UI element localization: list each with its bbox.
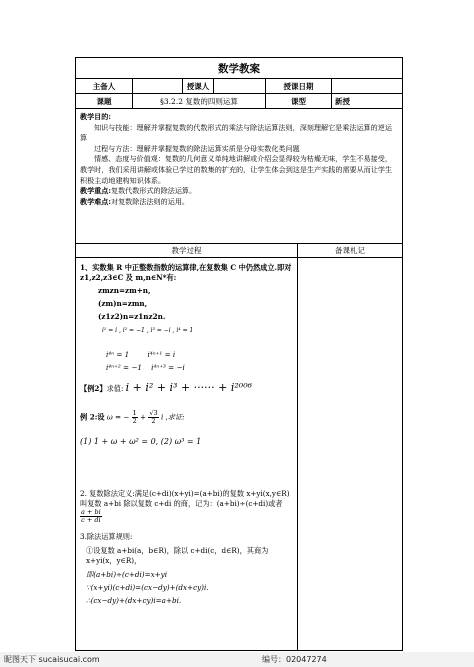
author-label: 主备人 [76,79,133,94]
date-label: 授课日期 [266,79,332,94]
rule-line-1: 即(a+bi)÷(c+di)=x+yi [86,570,168,579]
process-heading: 教学过程 [76,244,298,258]
objective-emotion: 情感、态度与价值观：复数的几何意义单纯地讲解或介绍会显得较为枯燥无味，学生不易接受，教学时，我们采用讲解或体验已学过的数集的扩充的，让学生体会到这是生产实践的需要从而让学生积极主动地建构知识体系。 [80,154,393,185]
omega-def: ω = − [106,412,130,422]
example2b-proof: (1) 1 + ω + ω² = 0, (2) ω³ = 1 [80,437,202,446]
teacher-label: 授课人 [183,79,214,94]
objectives-cell [76,109,403,244]
date-value [332,79,403,94]
topic-label: 课题 [76,94,133,109]
key-point: 教学重点:复数代数形式的除法运算。 [80,186,197,196]
doc-title: 数学教案 [76,58,403,79]
i4n-formula-b: i⁴ⁿ⁺¹ = i [147,350,176,359]
watermark-footer [0,652,474,667]
item2-text: 2. 复数除法定义:满足(c+di)(x+yi)=(a+bi)的复数 x+yi(x,y∈R)叫复数 a+bi 除以复数 c+di 的商，记为：(a+bi)÷(c+di)或者 [80,489,290,508]
example2-label: 【例2】 [80,384,107,393]
item3: 3.除法运算规则: [80,532,133,541]
law-3: (z1z2)n=z1nz2n. [98,312,166,321]
law-2: (zm)n=zmn, [98,299,148,308]
footer-id: 编号：02047274 [262,655,327,664]
i4n-formula-a: i⁴ⁿ = 1 [106,350,130,359]
notes-heading: 备课札记 [298,244,403,258]
lesson-plan-table [75,57,403,651]
example2b-label: 例 2:设 [80,412,105,422]
rule1: ①设复数 a+bi(a，b∈R)，除以 c+di(c，d∈R)，其商为 x+yi(x，y∈R)， [86,546,269,565]
fraction-sqrt3-half: $\frac{√3}{2}$ [149,409,158,425]
type-label: 课型 [266,94,332,109]
rule-line-2: ∵(x+yi)(c+di)=(cx−dy)+(dx+cy)i. [86,583,209,592]
example2 [80,383,293,394]
i4n-formula-d: i⁴ⁿ⁺³ = −i [151,363,185,372]
i4n-row2 [80,363,293,373]
process-body [76,258,298,651]
fraction-division: $\frac{a + bi}{c + di}$ [81,508,101,524]
notes-column [298,258,403,651]
i-powers: i¹ = i , i² = −1 , i³ = −i , i⁴ = 1 [102,327,194,334]
item2 [80,489,293,524]
teacher-value [214,79,266,94]
fraction-one-half: $\frac{1}{2}$ [132,409,137,425]
topic-value: §3.2.2 复数的四则运算 [133,94,266,109]
author-value [133,79,183,94]
example2-expr: i + i² + i³ + ······ + i²⁰⁰⁶ [125,381,253,394]
i4n-row1 [80,350,293,360]
objectives-heading: 教学目的: [80,112,111,121]
item1-intro: 1、实数集 R 中正整数指数的运算律,在复数集 C 中仍然成立.即对 z1,z2,z3∈C 及 m,n∈N*有: [80,263,292,282]
objective-knowledge: 知识与技能：理解并掌握复数的代数形式的乘法与除法运算法则，深刻理解它是乘法运算的逆运算 [80,122,392,143]
type-value: 新授 [332,94,403,109]
lesson-plan-sheet [75,57,402,651]
footer-site: 昵图天下 sucaisucai.com [4,655,100,664]
example2-text: 求值: [106,384,124,393]
example2b: 例 2:设 ω = − $\frac{1}{2}$ + $\frac{√3}{2}$ i ,求证: [80,409,185,425]
law-1: zmzn=zm+n, [98,286,151,295]
objective-process: 过程与方法：理解并掌握复数的除法运算实质是分母实数化类问题 [94,143,300,153]
i4n-formula-c: i⁴ⁿ⁺² = −1 [106,363,142,372]
example2b-tail: i ,求证: [160,412,185,422]
rule-line-3: ∴(cx−dy)+(dx+cy)i=a+bi. [86,596,182,605]
difficult-point: 教学难点:对复数除法法则的运用。 [80,196,190,206]
